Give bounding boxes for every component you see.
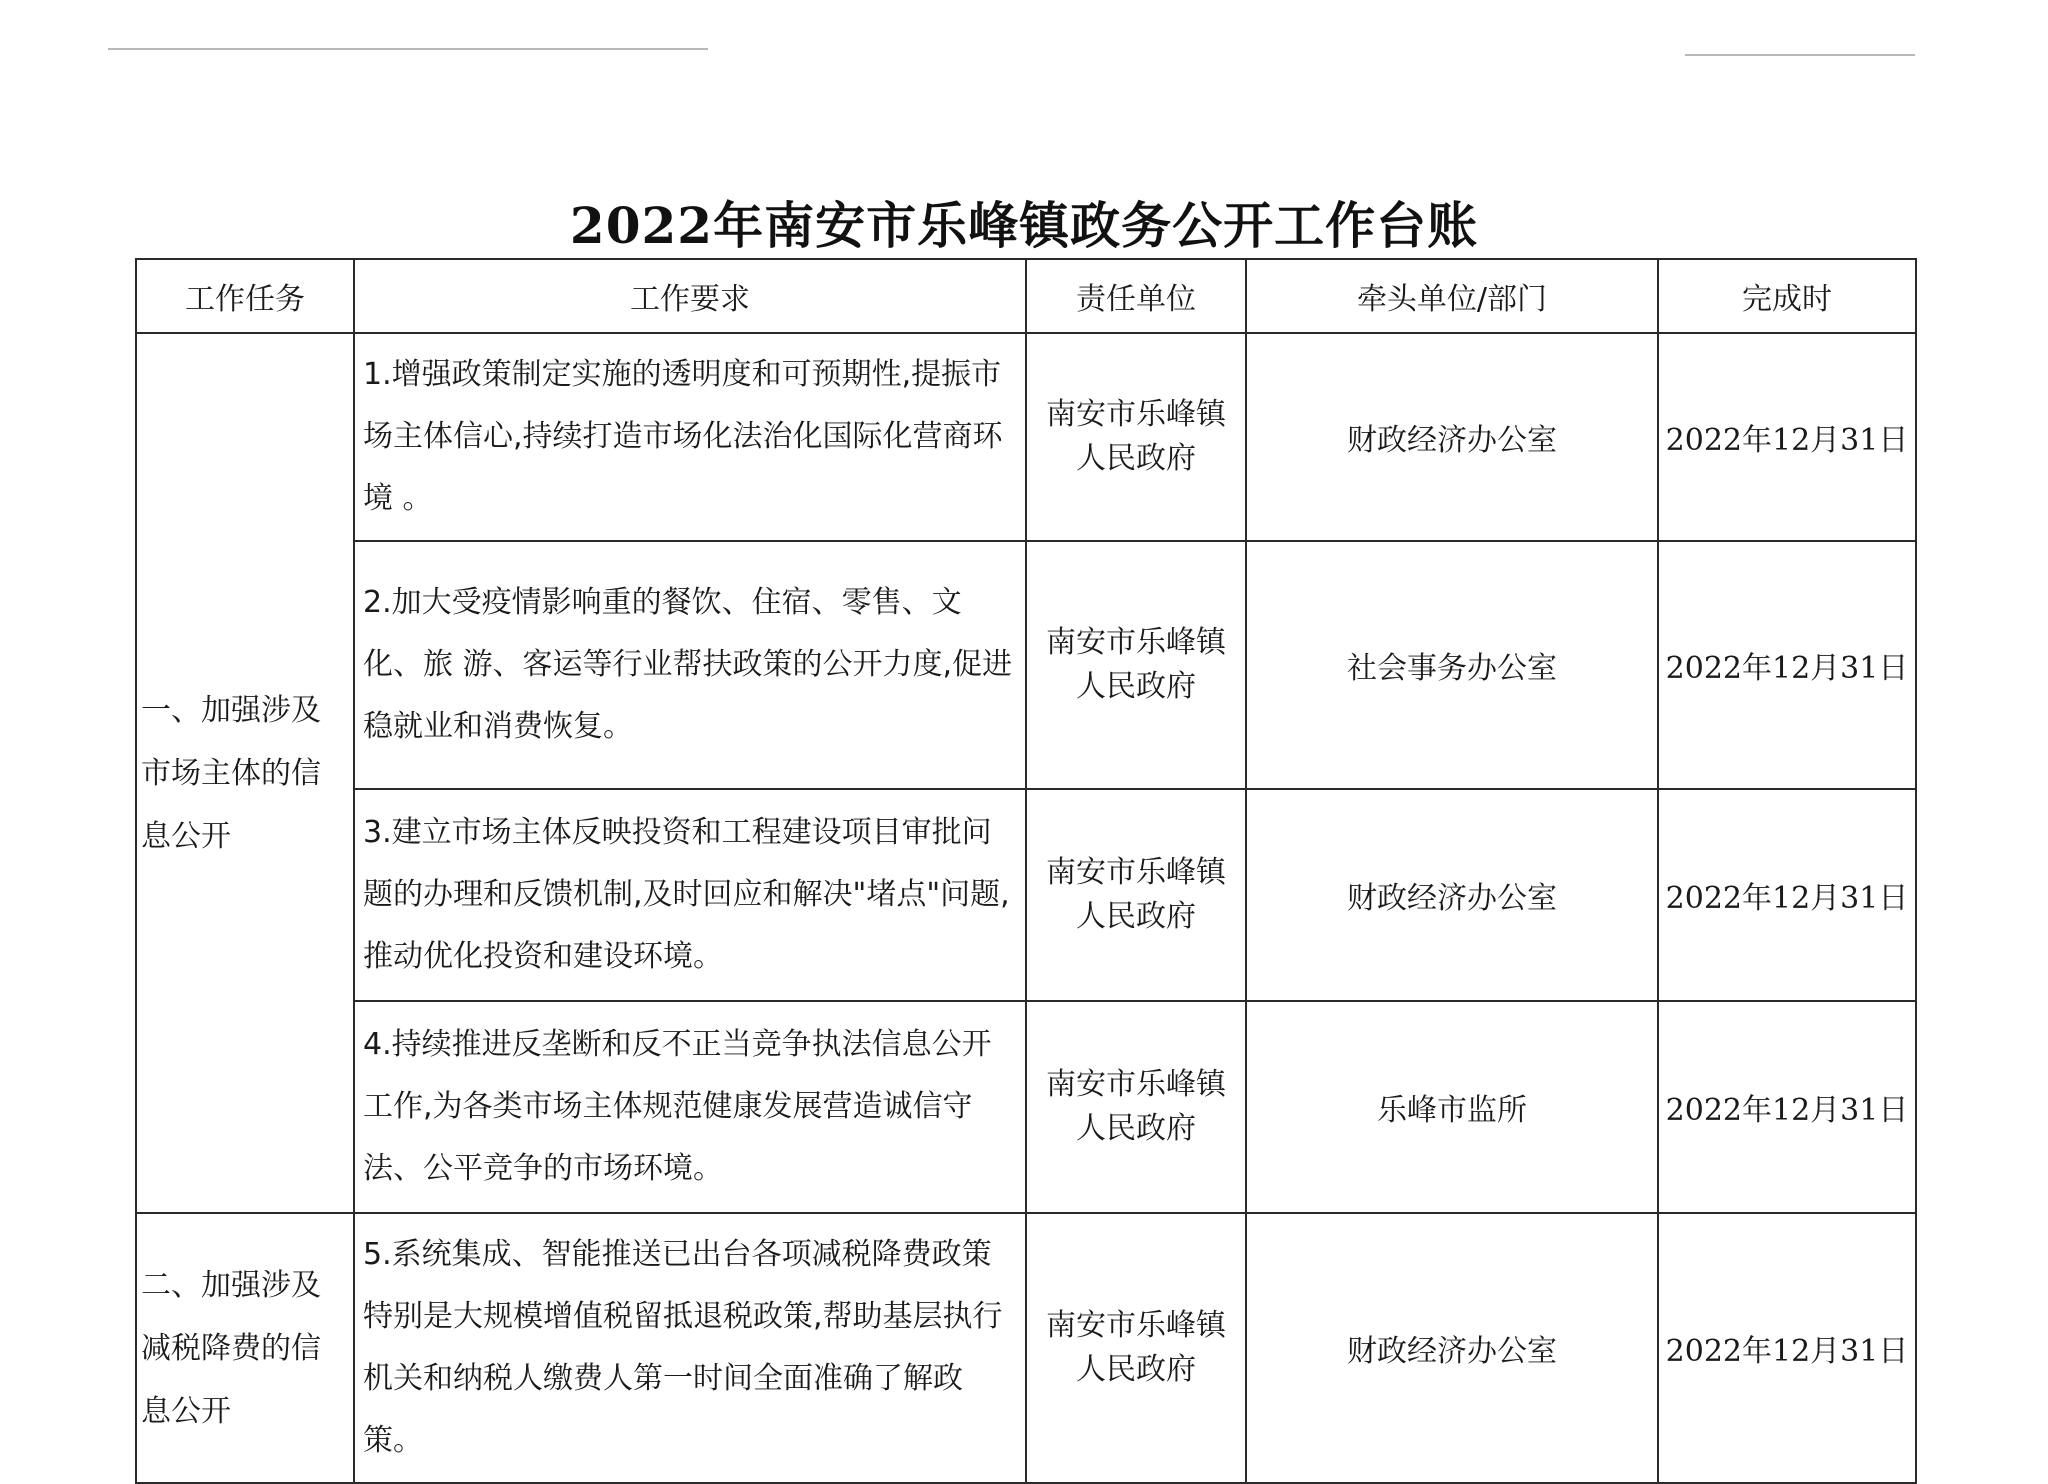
responsible-unit-cell: 南安市乐峰镇人民政府 (1026, 1213, 1246, 1483)
lead-department-cell: 社会事务办公室 (1246, 541, 1658, 789)
responsible-unit-cell: 南安市乐峰镇人民政府 (1026, 333, 1246, 541)
completion-time-cell: 2022年12月31日 (1658, 1001, 1916, 1213)
completion-time-cell: 2022年12月31日 (1658, 1213, 1916, 1483)
table-header-row (136, 259, 1916, 333)
task-cell: 一、加强涉及市场主体的信息公开 (136, 333, 354, 1213)
completion-time-cell: 2022年12月31日 (1658, 541, 1916, 789)
requirement-cell: 1.增强政策制定实施的透明度和可预期性,提振市场主体信心,持续打造市场化法治化国际化营商环境 。 (354, 333, 1026, 541)
top-right-scan-line (1685, 54, 1915, 56)
header-completion-time: 完成时 (1658, 259, 1916, 333)
lead-department-cell: 乐峰市监所 (1246, 1001, 1658, 1213)
requirement-cell: 5.系统集成、智能推送已出台各项减税降费政策特别是大规模增值税留抵退税政策,帮助基层执行机关和纳税人缴费人第一时间全面准确了解政策。 (354, 1213, 1026, 1483)
responsible-unit-cell: 南安市乐峰镇人民政府 (1026, 541, 1246, 789)
table-row (136, 333, 1916, 541)
completion-time-cell: 2022年12月31日 (1658, 789, 1916, 1001)
lead-department-cell: 财政经济办公室 (1246, 789, 1658, 1001)
top-left-scan-line (108, 48, 708, 50)
header-lead-department: 牵头单位/部门 (1246, 259, 1658, 333)
requirement-cell: 2.加大受疫情影响重的餐饮、住宿、零售、文化、旅 游、客运等行业帮扶政策的公开力度,促进稳就业和消费恢复。 (354, 541, 1026, 789)
responsible-unit-cell: 南安市乐峰镇人民政府 (1026, 789, 1246, 1001)
responsible-unit-cell: 南安市乐峰镇人民政府 (1026, 1001, 1246, 1213)
task-cell: 二、加强涉及减税降费的信息公开 (136, 1213, 354, 1483)
lead-department-cell: 财政经济办公室 (1246, 1213, 1658, 1483)
requirement-cell: 4.持续推进反垄断和反不正当竞争执法信息公开工作,为各类市场主体规范健康发展营造诚信守法、公平竞争的市场环境。 (354, 1001, 1026, 1213)
lead-department-cell: 财政经济办公室 (1246, 333, 1658, 541)
table-row (136, 541, 1916, 789)
completion-time-cell: 2022年12月31日 (1658, 333, 1916, 541)
table-row (136, 1213, 1916, 1483)
table-row (136, 1001, 1916, 1213)
work-ledger-table (135, 258, 1917, 1484)
header-responsible-unit: 责任单位 (1026, 259, 1246, 333)
table-row (136, 789, 1916, 1001)
document-title: 2022年南安市乐峰镇政务公开工作台账 (569, 196, 1479, 255)
header-task: 工作任务 (136, 259, 354, 333)
header-requirement: 工作要求 (354, 259, 1026, 333)
requirement-cell: 3.建立市场主体反映投资和工程建设项目审批问题的办理和反馈机制,及时回应和解决"堵点"问题,推动优化投资和建设环境。 (354, 789, 1026, 1001)
